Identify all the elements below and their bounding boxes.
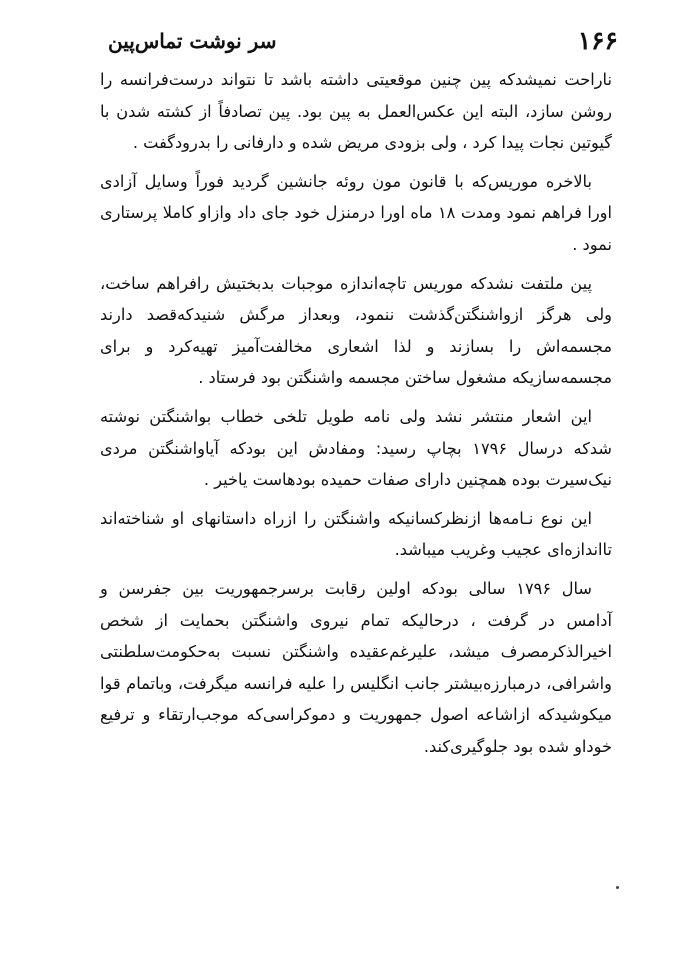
paragraph-1: ناراحت نمیشدکه پین چنین موقعیتی داشته باشد تا نتواند درست‌فرانسه را روشن سازد، البته این عکس‌العمل به پین بود. پین تصادفاً از کشته شدن با گیوتین نجات پیدا کرد ، ولی بزودی مریض شده و دارفانی را بدرودگفت .: [100, 70, 612, 153]
paragraph-5: این نوع نـامه‌ها ازنظرکسانیکه واشنگتن را ازراه داستانهای او شناخته‌اند تااندازه‌ای عجیب وغریب میباشد.: [100, 508, 612, 560]
running-title: سر نوشت تماس‌پین: [108, 29, 277, 53]
paragraph-2: بالاخره موریس‌که با قانون مون روئه جانشین گردید فوراً وسایل آزادی اورا فراهم نمود ومدت ۱۸ ماه اورا درمنزل خود جای داد وازاو کاملا پرستاری نمود .: [100, 171, 612, 254]
page-number: ۱۶۶: [577, 26, 618, 55]
body-text: [100, 64, 612, 762]
paragraph-3: پین ملتفت نشدکه موریس تاچه‌اندازه موجبات بدبختیش رافراهم ساخت، ولی هرگز ازواشنگتن‌گذشت ننمود، وبعداز مرگش شنیدکه‌قصد دارند مجسمه‌اش را بسازند و لذا اشعاری مخالفت‌آمیز تهیه‌کرد و برای مجسمه‌سازیکه مشغول ساختن مجسمه واشنگتن بود فرستاد .: [100, 273, 612, 388]
paragraph-6: سال ۱۷۹۶ سالی بودکه اولین رقابت برسرجمهوریت بین جفرسن و آدامس در گرفت ، درحالیکه تمام نیروی واشنگتن بحمایت از شخص اخیرالذکرمصرف میشد، علیرغم‌عقیده واشنگتن نسبت به‌حکومت‌سلطنتی واشرافی، درمبارزه‌بیشتر جانب انگلیس را علیه فرانسه میگرفت، وباتمام قوا میکوشیدکه ازاشاعه اصول جمهوریت و دموکراسی‌که موجب‌ارتقاء و ترفیع خوداو شده بود جلوگیری‌کند.: [100, 578, 612, 756]
paragraph-4: این اشعار منتشر نشد ولی نامه طویل تلخی خطاب بواشنگتن نوشته شدکه درسال ۱۷۹۶ بچاپ رسید: ومفادش این بودکه آیاواشنگتن مردی نیک‌سیرت بوده همچنین دارای صفات حمیده بودهاست یاخیر .: [100, 406, 612, 490]
margin-mark: [616, 886, 619, 889]
page-header: [108, 24, 618, 64]
